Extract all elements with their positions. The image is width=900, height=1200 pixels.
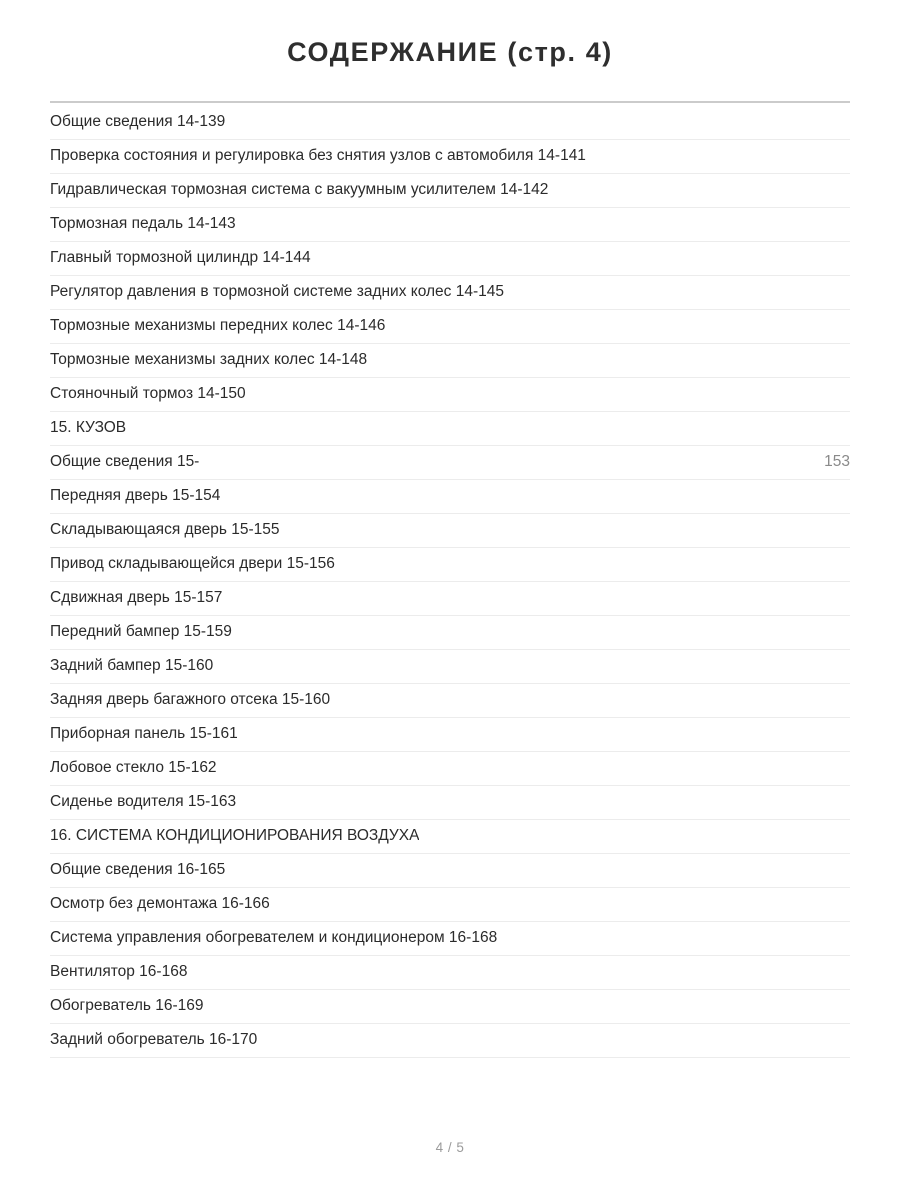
toc-entry-label: Регулятор давления в тормозной системе задних колес 14-145 bbox=[50, 284, 504, 300]
toc-entry[interactable] bbox=[50, 106, 850, 140]
toc-entry-label: Осмотр без демонтажа 16-166 bbox=[50, 896, 270, 912]
toc-entry[interactable] bbox=[50, 140, 850, 174]
toc-entry[interactable] bbox=[50, 412, 850, 446]
toc-entry[interactable] bbox=[50, 446, 850, 480]
toc-entry[interactable] bbox=[50, 752, 850, 786]
page-title: СОДЕРЖАНИЕ (стр. 4) bbox=[287, 37, 613, 67]
toc-entry-label: Приборная панель 15-161 bbox=[50, 726, 238, 742]
toc-entry-label: Лобовое стекло 15-162 bbox=[50, 760, 217, 776]
toc-entry-label: 15. КУЗОВ bbox=[50, 420, 127, 436]
toc-entry[interactable] bbox=[50, 956, 850, 990]
toc-entry[interactable] bbox=[50, 480, 850, 514]
toc-entry-label: Передний бампер 15-159 bbox=[50, 624, 232, 640]
toc-entry-label: Привод складывающейся двери 15-156 bbox=[50, 556, 335, 572]
toc-entry[interactable] bbox=[50, 888, 850, 922]
toc-entry[interactable] bbox=[50, 378, 850, 412]
toc-entry-label: Тормозные механизмы задних колес 14-148 bbox=[50, 352, 368, 368]
toc-entry[interactable] bbox=[50, 786, 850, 820]
toc-entry[interactable] bbox=[50, 174, 850, 208]
toc-entry[interactable] bbox=[50, 514, 850, 548]
toc-entry-label: Общие сведения 15- bbox=[50, 454, 200, 470]
toc-entry[interactable] bbox=[50, 820, 850, 854]
toc-entry[interactable] bbox=[50, 1024, 850, 1058]
toc-entry[interactable] bbox=[50, 922, 850, 956]
toc-entry-label: Система управления обогревателем и кондиционером 16-168 bbox=[50, 930, 498, 946]
toc-entry[interactable] bbox=[50, 684, 850, 718]
toc-entry-label: Сиденье водителя 15-163 bbox=[50, 794, 237, 810]
page-footer: 4 / 5 bbox=[435, 1140, 465, 1155]
title-divider bbox=[50, 101, 850, 103]
toc-entry-label: Задняя дверь багажного отсека 15-160 bbox=[50, 692, 331, 708]
toc-entry-label: Тормозные механизмы передних колес 14-146 bbox=[50, 318, 386, 334]
toc-entry-page-number: 153 bbox=[824, 453, 850, 471]
toc-entry-label: Главный тормозной цилиндр 14-144 bbox=[50, 250, 311, 266]
toc-entry[interactable] bbox=[50, 208, 850, 242]
toc-entry-label: Проверка состояния и регулировка без снятия узлов с автомобиля 14-141 bbox=[50, 148, 586, 164]
toc-entry[interactable] bbox=[50, 310, 850, 344]
toc-entry[interactable] bbox=[50, 718, 850, 752]
toc-entry[interactable] bbox=[50, 548, 850, 582]
toc-entry-label: Вентилятор 16-168 bbox=[50, 964, 188, 980]
toc-entry[interactable] bbox=[50, 616, 850, 650]
toc-entry-label: Задний бампер 15-160 bbox=[50, 658, 214, 674]
toc-entry[interactable] bbox=[50, 276, 850, 310]
toc-entry-label: Задний обогреватель 16-170 bbox=[50, 1032, 258, 1048]
toc-entry-label: Тормозная педаль 14-143 bbox=[50, 216, 236, 232]
toc-entry-label: Сдвижная дверь 15-157 bbox=[50, 590, 223, 606]
toc-entry[interactable] bbox=[50, 344, 850, 378]
toc-entry-label: Передняя дверь 15-154 bbox=[50, 488, 221, 504]
toc-entry-label: Общие сведения 14-139 bbox=[50, 114, 226, 130]
toc-entry-label: Стояночный тормоз 14-150 bbox=[50, 386, 246, 402]
toc-entry[interactable] bbox=[50, 990, 850, 1024]
toc-entry[interactable] bbox=[50, 582, 850, 616]
toc-entry-label: 16. СИСТЕМА КОНДИЦИОНИРОВАНИЯ ВОЗДУХА bbox=[50, 828, 420, 844]
toc-entry-label: Обогреватель 16-169 bbox=[50, 998, 204, 1014]
toc-entry[interactable] bbox=[50, 650, 850, 684]
toc-entry-label: Складывающаяся дверь 15-155 bbox=[50, 522, 280, 538]
table-of-contents bbox=[50, 106, 850, 1058]
toc-entry-label: Общие сведения 16-165 bbox=[50, 862, 226, 878]
toc-entry-label: Гидравлическая тормозная система с вакуумным усилителем 14-142 bbox=[50, 182, 549, 198]
toc-entry[interactable] bbox=[50, 242, 850, 276]
toc-entry[interactable] bbox=[50, 854, 850, 888]
